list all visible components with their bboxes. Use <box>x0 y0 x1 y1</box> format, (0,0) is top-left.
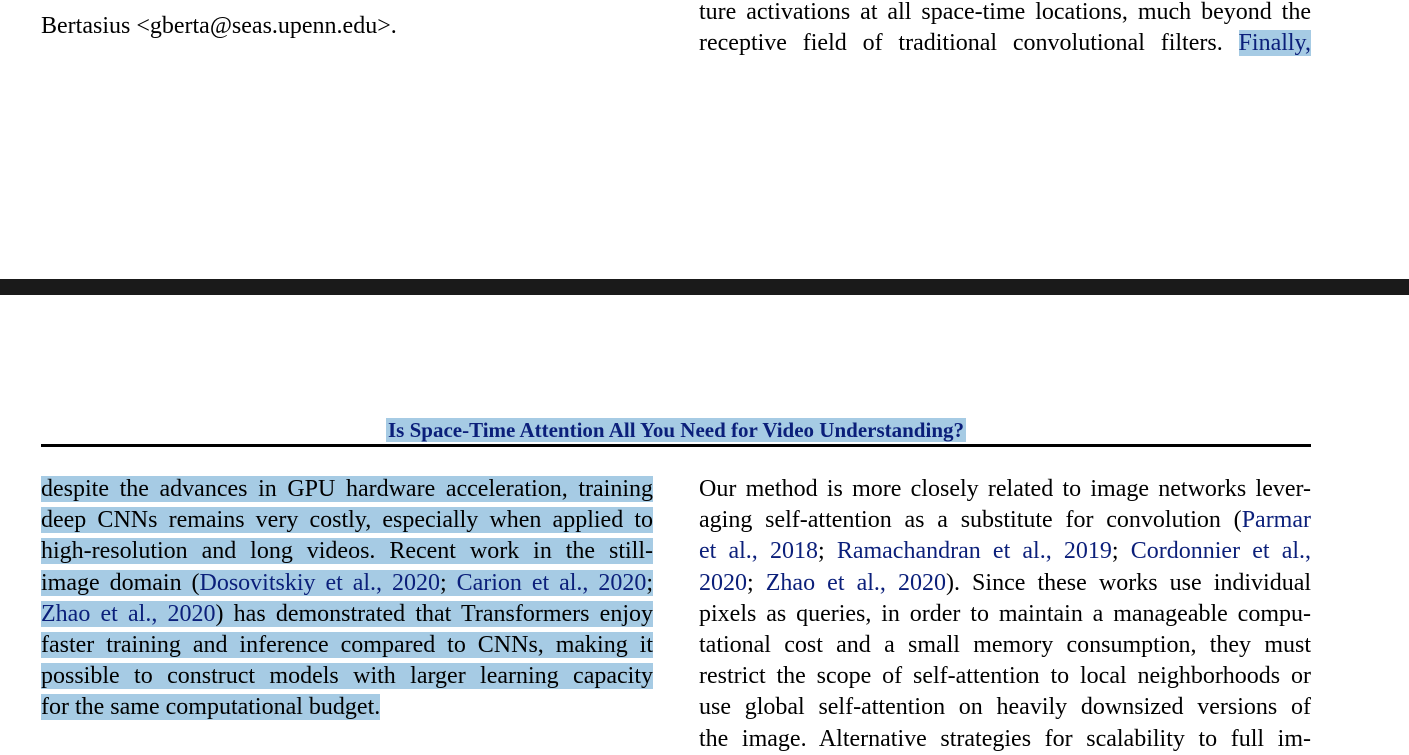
highlighted-text: image domain ( <box>41 569 200 596</box>
text-line <box>41 630 653 661</box>
highlighted-text: deep CNNs remains very costly, especially when applied to <box>41 507 653 534</box>
page-separator <box>0 279 1409 295</box>
text-line <box>41 661 653 692</box>
citation-link[interactable]: Parmar <box>1241 507 1311 534</box>
running-head-title: Is Space-Time Attention All You Need for Video Understanding? <box>388 418 964 442</box>
text-line: the image. Alternative strategies for scalability to full im- <box>699 725 1311 752</box>
text-line: ture activations at all space-time locations, much beyond the <box>699 0 1311 25</box>
highlighted-text: high-resolution and long videos. Recent work in the still- <box>41 538 653 565</box>
highlighted-text: Finally, <box>1238 30 1311 57</box>
text-line: Our method is more closely related to image networks lever- <box>699 476 1311 502</box>
text-line: image domain (Dosovitskiy et al., 2020; Carion et al., 2020; <box>41 569 653 596</box>
running-head <box>41 417 1311 443</box>
text-line <box>41 505 653 536</box>
separator: ; <box>747 569 766 596</box>
citation-link[interactable]: Zhao et al., 2020 <box>41 600 216 627</box>
text-line <box>699 536 1311 567</box>
highlighted-text: despite the advances in GPU hardware acceleration, training <box>41 476 653 502</box>
text-line: restrict the scope of self-attention to local neighborhoods or <box>699 663 1311 690</box>
text-line: pixels as queries, in order to maintain a manageable compu- <box>699 600 1311 627</box>
separator: ; <box>817 538 837 565</box>
left-column <box>41 474 653 724</box>
citation-link[interactable]: et al., 2018 <box>699 538 818 565</box>
text-line <box>41 536 653 567</box>
text-line <box>41 692 653 723</box>
citation-link[interactable]: Dosovitskiy et al., 2020 <box>199 569 440 596</box>
highlighted-text: for the same computational budget. <box>41 694 381 721</box>
text-line: use global self-attention on heavily downsized versions of <box>699 694 1311 721</box>
text-line: tational cost and a small memory consumption, they must <box>699 631 1311 658</box>
text-fragment: ). Since these works use individual <box>945 569 1311 596</box>
highlighted-text: possible to construct models with larger learning capacity <box>41 663 653 690</box>
text-fragment: aging self-attention as a substitute for convolution ( <box>699 507 1242 534</box>
citation-link[interactable]: Carion et al., 2020 <box>456 569 647 596</box>
previous-page-left-column <box>41 0 661 42</box>
text-line <box>699 505 1311 536</box>
header-rule <box>41 444 1311 447</box>
text-fragment: receptive field of traditional convolutional filters. <box>699 30 1223 57</box>
highlighted-text: ) has demonstrated that Transformers enjoy <box>215 600 653 627</box>
separator: ; <box>1111 538 1131 565</box>
text-line <box>41 599 653 630</box>
citation-link[interactable]: Zhao et al., 2020 <box>765 569 946 596</box>
citation-link[interactable]: Cordonnier et al., <box>1130 538 1311 565</box>
highlighted-text: faster training and inference compared to CNNs, making it <box>41 631 653 658</box>
author-contact-line: Bertasius <gberta@seas.upenn.edu>. <box>41 13 397 40</box>
text-line <box>699 568 1311 599</box>
right-column <box>699 474 1311 755</box>
separator: ; <box>439 569 457 596</box>
citation-link[interactable]: Ramachandran et al., 2019 <box>836 538 1112 565</box>
citation-link[interactable]: 2020 <box>699 569 747 596</box>
text-line <box>41 474 653 505</box>
previous-page-right-column <box>699 0 1311 59</box>
text-line <box>699 28 1311 59</box>
